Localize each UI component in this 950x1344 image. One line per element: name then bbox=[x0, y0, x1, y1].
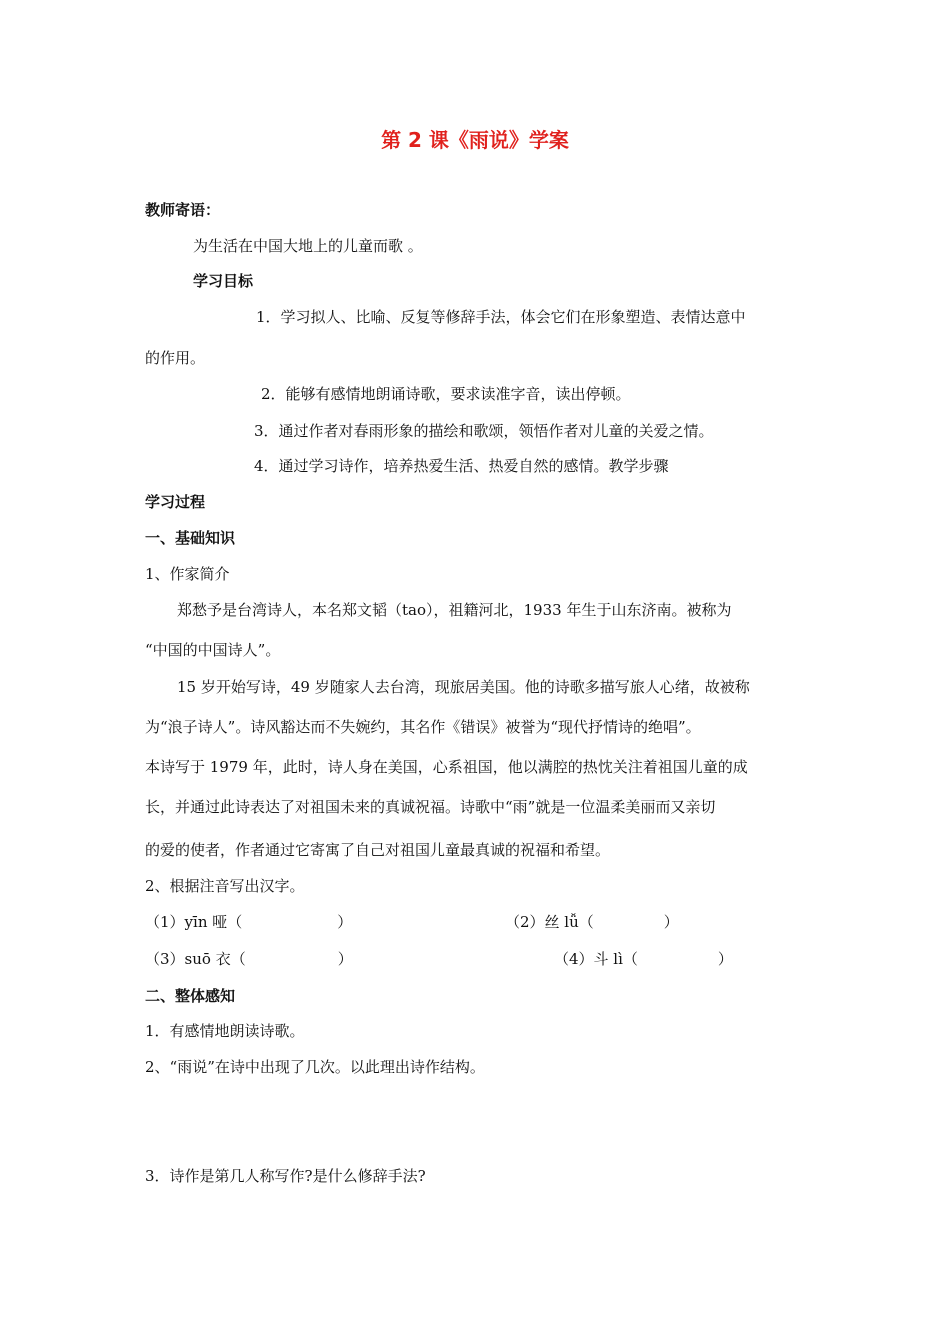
process-heading: 学习过程 bbox=[145, 493, 206, 511]
pinyin-item-4-label: （4）斗 lì（ bbox=[554, 950, 638, 968]
pinyin-item-3-close: ） bbox=[337, 950, 353, 968]
pinyin-item-3 bbox=[145, 949, 353, 969]
author-intro-heading: 1、作家简介 bbox=[145, 565, 230, 583]
author-para-2-line-1: 15 岁开始写诗，49 岁随家人去台湾，现旅居美国。他的诗歌多描写旅人心绪，故被称 bbox=[177, 678, 750, 696]
pinyin-heading: 2、根据注音写出汉字。 bbox=[145, 877, 305, 895]
author-para-1-line-1: 郑愁予是台湾诗人，本名郑文韬（tao），祖籍河北，1933 年生于山东济南。被称为 bbox=[177, 601, 732, 619]
pinyin-item-3-label: （3）suō 衣（ bbox=[145, 950, 246, 968]
pinyin-item-2 bbox=[505, 912, 679, 932]
question-3: 3．诗作是第几人称写作?是什么修辞手法? bbox=[145, 1167, 426, 1185]
pinyin-item-1 bbox=[145, 912, 352, 932]
pinyin-item-2-close: ） bbox=[663, 913, 679, 931]
objective-2: 2．能够有感情地朗诵诗歌，要求读准字音，读出停顿。 bbox=[261, 385, 631, 403]
section-1-heading: 一、基础知识 bbox=[145, 529, 236, 547]
document-title: 第 2 课《雨说》学案 bbox=[381, 128, 569, 152]
objective-3: 3．通过作者对春雨形象的描绘和歌颂，领悟作者对儿童的关爱之情。 bbox=[254, 422, 714, 440]
objective-1-line-1: 1．学习拟人、比喻、反复等修辞手法，体会它们在形象塑造、表情达意中 bbox=[256, 308, 746, 326]
teacher-message: 为生活在中国大地上的儿童而歌 。 bbox=[193, 237, 423, 255]
author-para-2-line-5: 的爱的使者，作者通过它寄寓了自己对祖国儿童最真诚的祝福和希望。 bbox=[145, 841, 611, 859]
pinyin-item-4 bbox=[554, 949, 733, 969]
objectives-heading: 学习目标 bbox=[193, 272, 254, 290]
question-2: 2、“雨说”在诗中出现了几次。以此理出诗作结构。 bbox=[145, 1058, 485, 1076]
objective-4: 4．通过学习诗作，培养热爱生活、热爱自然的感情。教学步骤 bbox=[254, 457, 669, 475]
objective-1-line-2: 的作用。 bbox=[145, 349, 206, 367]
author-para-2-line-2: 为“浪子诗人”。诗风豁达而不失婉约，其名作《错误》被誉为“现代抒情诗的绝唱”。 bbox=[145, 718, 701, 736]
question-1: 1．有感情地朗读诗歌。 bbox=[145, 1022, 305, 1040]
author-para-2-line-4: 长，并通过此诗表达了对祖国未来的真诚祝福。诗歌中“雨”就是一位温柔美丽而又亲切 bbox=[145, 798, 716, 816]
author-para-1-line-2: “中国的中国诗人”。 bbox=[145, 641, 281, 659]
pinyin-item-2-label: （2）丝 lǚ（ bbox=[505, 913, 594, 931]
pinyin-item-1-label: （1）yīn 哑（ bbox=[145, 913, 243, 931]
teacher-message-heading: 教师寄语： bbox=[145, 201, 221, 219]
pinyin-item-4-close: ） bbox=[717, 950, 733, 968]
section-2-heading: 二、整体感知 bbox=[145, 987, 236, 1005]
author-para-2-line-3: 本诗写于 1979 年，此时，诗人身在美国，心系祖国，他以满腔的热忱关注着祖国儿童的成 bbox=[145, 758, 748, 776]
pinyin-item-1-close: ） bbox=[337, 913, 353, 931]
